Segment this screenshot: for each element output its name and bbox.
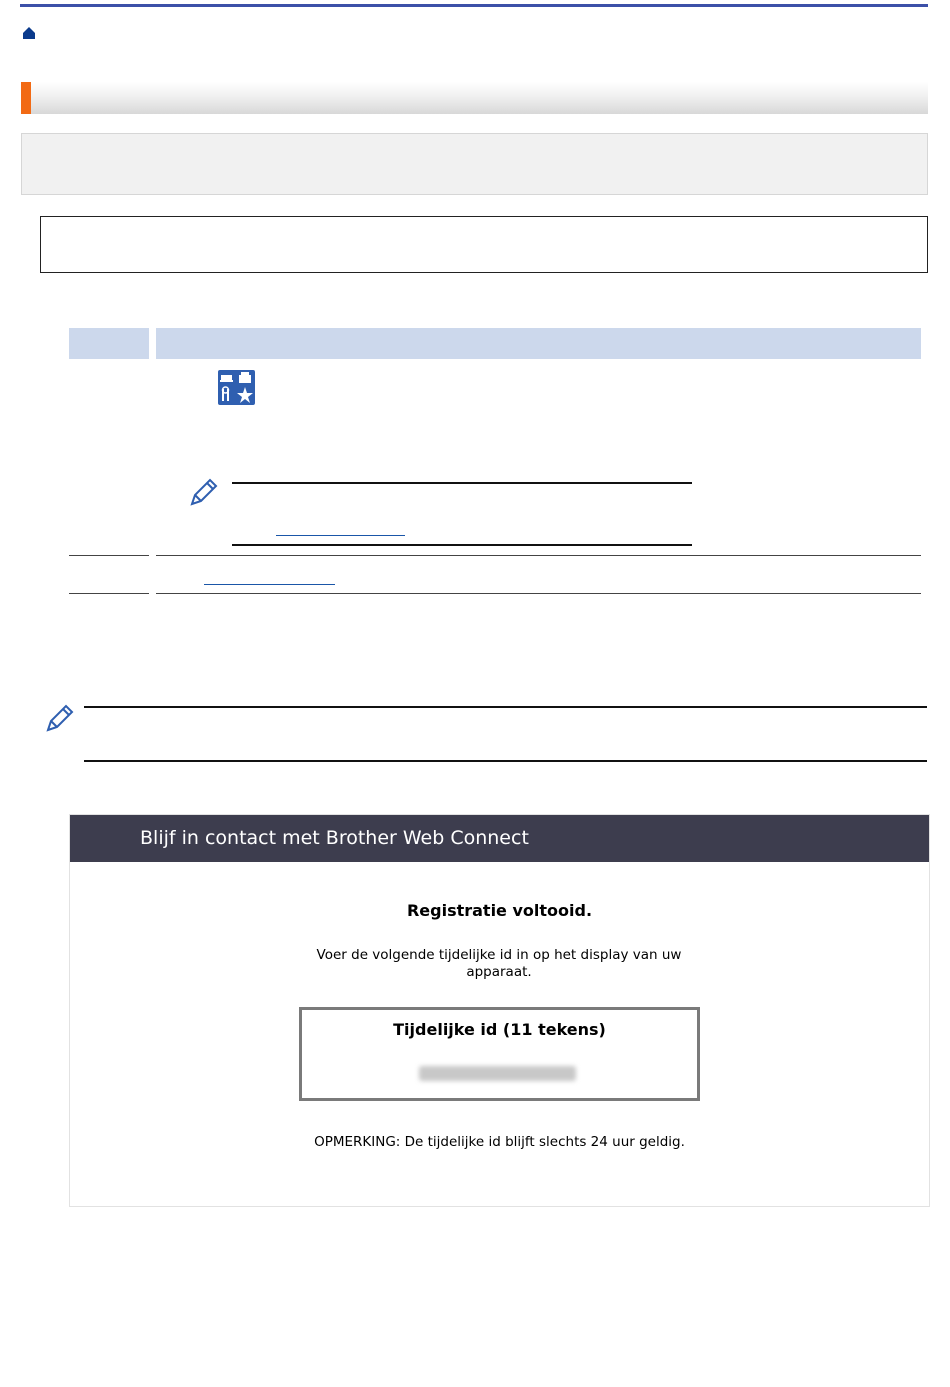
tools-settings-icon [218, 370, 255, 405]
note-top-rule [232, 482, 692, 484]
temporary-id-value-blurred [419, 1066, 576, 1081]
validity-note: OPMERKING: De tijdelijke id blijft slechts 24 uur geldig. [314, 1134, 685, 1150]
note2-bottom-rule [84, 760, 927, 762]
table-bottom-rule-b [156, 593, 921, 594]
web-connect-screenshot [69, 814, 930, 1207]
note-link[interactable] [276, 535, 405, 536]
intro-box [21, 133, 928, 195]
instruction-text: Voer de volgende tijdelijke id in op het display van uw apparaat. [316, 947, 682, 980]
step-link[interactable] [204, 584, 335, 585]
table-row-divider-b [156, 555, 921, 556]
table-header-description [156, 328, 921, 359]
note2-top-rule [84, 706, 927, 708]
temporary-id-label: Tijdelijke id (11 tekens) [393, 1020, 606, 1039]
screen-header: Blijf in contact met Brother Web Connect [70, 815, 929, 862]
temporary-id-box [299, 1007, 700, 1101]
title-accent [21, 82, 31, 114]
table-header-step [69, 328, 149, 359]
registration-complete-title: Registratie voltooid. [406, 901, 593, 920]
pencil-note-icon [188, 476, 220, 508]
top-rule [20, 4, 928, 7]
info-box [40, 216, 928, 273]
section-title-bar [21, 82, 928, 114]
table-bottom-rule-a [69, 593, 149, 594]
home-icon[interactable] [22, 26, 36, 40]
pencil-note-icon [44, 702, 76, 734]
note-bottom-rule [232, 544, 692, 546]
table-row-divider-a [69, 555, 149, 556]
